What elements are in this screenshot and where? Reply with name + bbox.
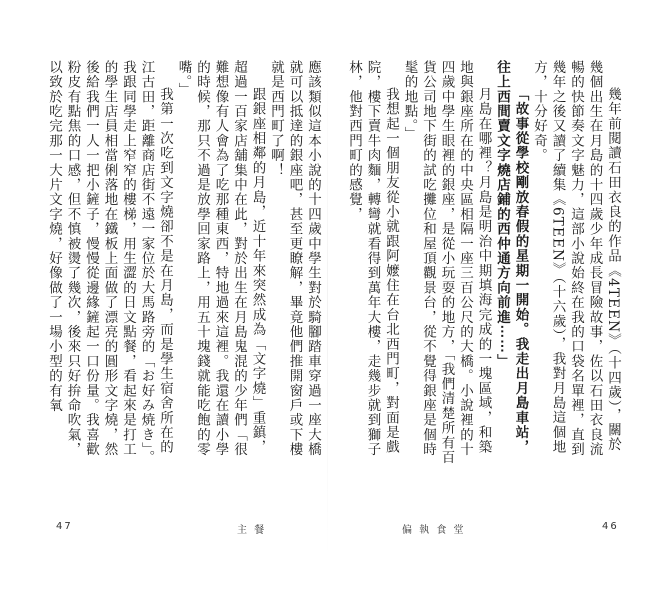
- quote-paragraph: 「故事從學校剛放春假的星期一開始。我走出月島車站，往上西間賣文字燒店鋪的西仲通方向前進⋯⋯」: [494, 60, 529, 455]
- left-page-body: [46, 60, 322, 465]
- right-page: [346, 60, 622, 465]
- paragraph: 跟銀座相鄰的月島，近十年來突然成為「文字燒」重鎮，超過一百家店舖集中在此，對於出生在月島鬼混的少年們「很難想像有人會為了吃那種東西，特地過來這裡。我還在讀小學的時候，那只不過是放學回家路上，用五十塊錢就能吃飽的零嘴。」: [175, 60, 266, 457]
- paragraph: 我第一次吃到文字燒卻不是在月島，而是學生宿舍所在的江古田，距離商店街不遠一家位於大馬路旁的「お好み焼き」。我跟同學走上窄窄的樓梯，用生澀的日文點餐，看起來是打工的學生店員相當俐落地在鐵板上面做了漂亮的圓形文字燒，然後給我們一人一把小鏟子，慢慢從邊緣鏟起一口份量。我喜歡粉皮有點焦的口感，但不慎被燙了幾次，後來只好拚命吹氣，以致於吃完那一大片文字燒，好像做了一場小型的有氧: [46, 60, 173, 465]
- paragraph: 幾年前閱讀石田衣良的作品《4TEEN》（十四歲），關於幾個出生在月島的十四歲少年成長冒險故事，佐以石田衣良流暢的快節奏文字魅力，這部小說始終在我的口袋名單裡，直到幾年之後又讀了續集《6TEEN》（十六歲），我對月島這個地方，十分好奇。: [531, 60, 621, 457]
- page-number-right: 46: [602, 521, 619, 532]
- paragraph: 我想起一個朋友從小就跟阿嬤住在台北西門町，對面是戲院，樓下賣牛肉麵，轉彎就看得到萬年大樓，走幾步就到獅子林，他對西門町的感覺，: [346, 60, 399, 457]
- running-title-left: 主 餐: [237, 525, 267, 536]
- page-number-left: 47: [56, 521, 73, 532]
- book-gutter: [327, 60, 328, 560]
- running-title-right: 偏 執 食 堂: [402, 525, 466, 536]
- right-page-body: [346, 60, 622, 465]
- left-page: [46, 60, 322, 465]
- paragraph: 月島在哪裡？月島是明治中期填海完成的一塊區域，和築地與銀座所在的中央區相隔一座三百公尺的大橋。小說裡的十四歲中學生眼裡的銀座，是從小玩耍的地方，「我們清楚所有百貨公司地下街的試吃攤位和屋頂觀景台，從不覺得銀座是個時髦的地點。」: [401, 60, 492, 465]
- paragraph: 應該類似這本小說的十四歲中學生對於騎腳踏車穿過一座大橋就可以抵達的銀座吧，甚至更瞭解，畢竟他們推開窗戶或下樓就是西門町了啊！: [268, 60, 321, 457]
